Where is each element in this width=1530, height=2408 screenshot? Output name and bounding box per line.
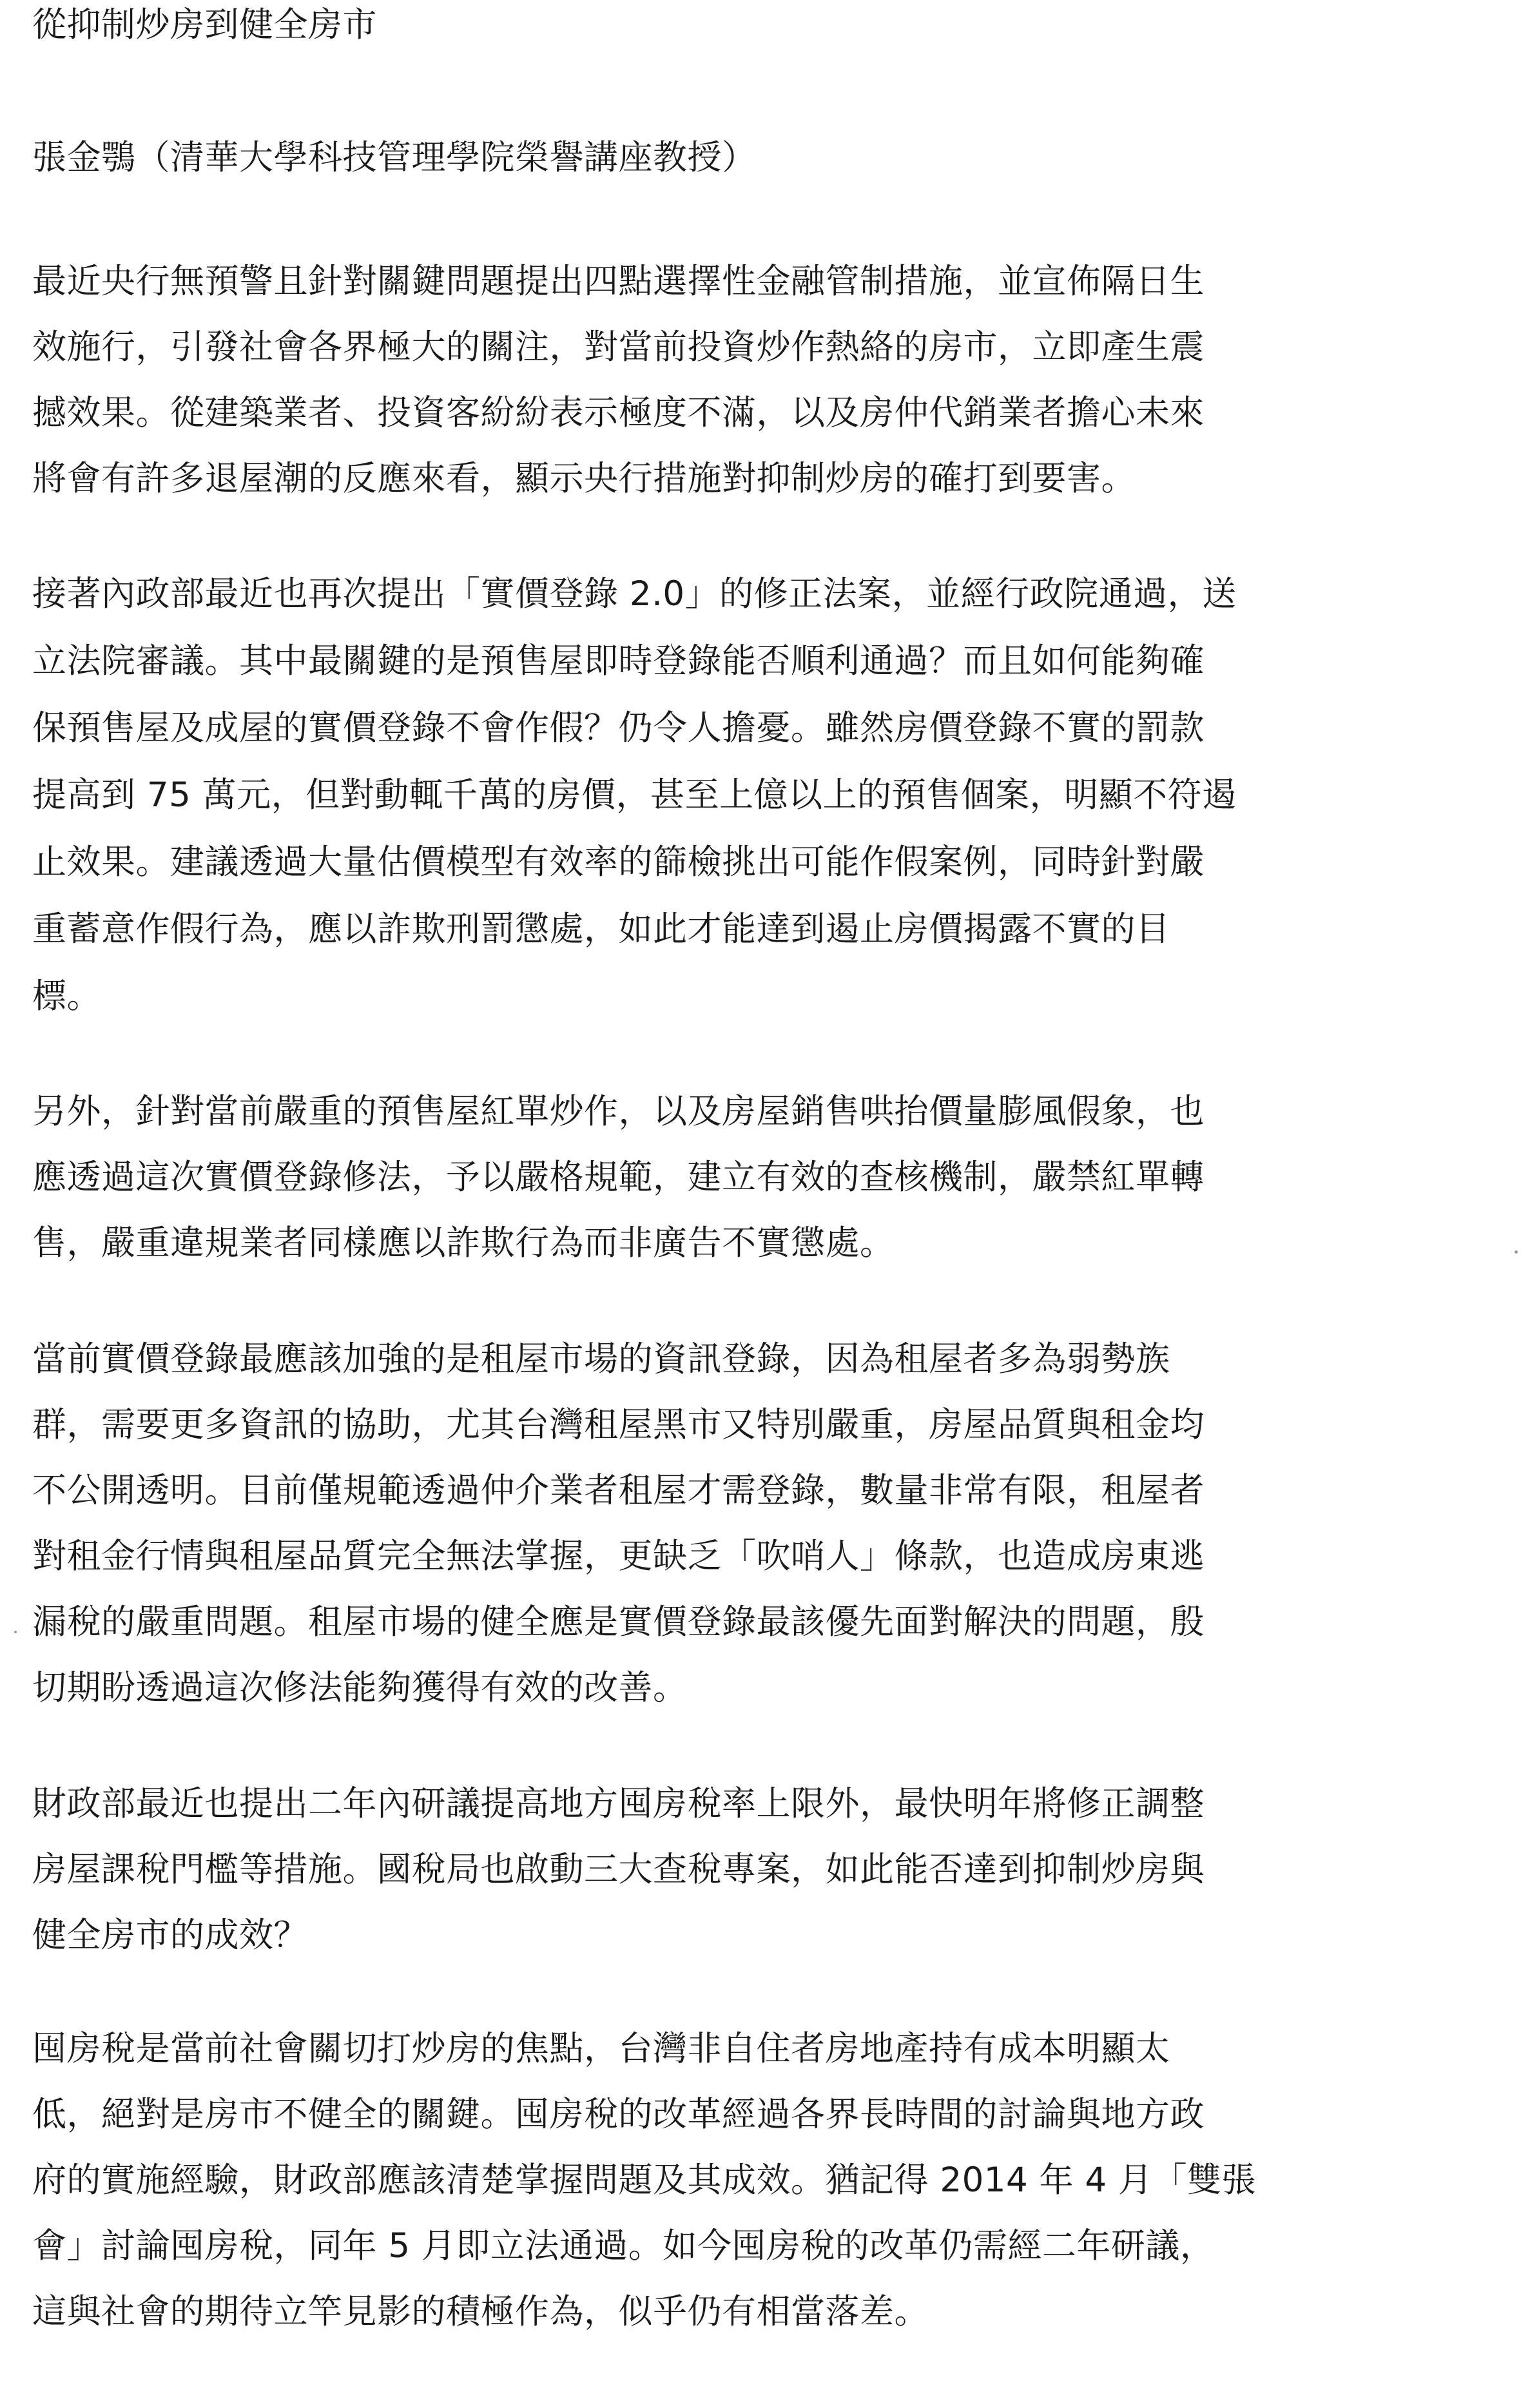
paragraph-1-line-2: 效施行，引發社會各界極大的關注，對當前投資炒作熱絡的房市，立即產生震 xyxy=(32,327,1205,367)
paragraph-2-line-1: 接著內政部最近也再次提出「實價登錄 2.0」的修正法案，並經行政院通過，送 xyxy=(32,574,1237,614)
paragraph-5-line-2: 房屋課稅門檻等措施。國稅局也啟動三大查稅專案，如此能否達到抑制炒房與 xyxy=(32,1850,1205,1889)
paragraph-3-line-1: 另外，針對當前嚴重的預售屋紅單炒作，以及房屋銷售哄抬價量膨風假象，也 xyxy=(32,1092,1205,1131)
paragraph-4-line-5: 漏稅的嚴重問題。租屋市場的健全應是實價登錄最該優先面對解決的問題，殷 xyxy=(32,1602,1205,1642)
paragraph-3-line-3: 售，嚴重違規業者同樣應以詐欺行為而非廣告不實懲處。 xyxy=(32,1223,895,1263)
paragraph-6-line-2: 低，絕對是房市不健全的關鍵。囤房稅的改革經過各界長時間的討論與地方政 xyxy=(32,2095,1205,2134)
paragraph-5-line-1: 財政部最近也提出二年內研議提高地方囤房稅率上限外，最快明年將修正調整 xyxy=(32,1784,1205,1823)
document-title: 從抑制炒房到健全房市 xyxy=(32,5,377,44)
paragraph-4-line-3: 不公開透明。目前僅規範透過仲介業者租屋才需登錄，數量非常有限，租屋者 xyxy=(32,1471,1205,1510)
paragraph-1-line-3: 撼效果。從建築業者、投資客紛紛表示極度不滿，以及房仲代銷業者擔心未來 xyxy=(32,393,1205,432)
paragraph-2-line-6: 重蓄意作假行為，應以詐欺刑罰懲處，如此才能達到遏止房價揭露不實的目 xyxy=(32,909,1170,949)
paragraph-2-line-7: 標。 xyxy=(32,976,101,1016)
paragraph-4-line-6: 切期盼透過這次修法能夠獲得有效的改善。 xyxy=(32,1668,688,1707)
paragraph-6-line-5: 這與社會的期待立竿見影的積極作為，似乎仍有相當落差。 xyxy=(32,2292,929,2331)
paragraph-6-line-1: 囤房稅是當前社會關切打炒房的焦點，台灣非自住者房地產持有成本明顯太 xyxy=(32,2029,1170,2068)
paragraph-6-line-3: 府的實施經驗，財政部應該清楚掌握問題及其成效。猶記得 2014 年 4 月「雙張 xyxy=(32,2160,1256,2200)
document-byline: 張金鶚（清華大學科技管理學院榮譽講座教授） xyxy=(32,138,757,177)
paragraph-2-line-5: 止效果。建議透過大量估價模型有效率的篩檢挑出可能作假案例，同時針對嚴 xyxy=(32,842,1205,882)
paragraph-2-line-4: 提高到 75 萬元，但對動輒千萬的房價，甚至上億以上的預售個案，明顯不符遏 xyxy=(32,775,1237,815)
paragraph-4-line-1: 當前實價登錄最應該加強的是租屋市場的資訊登錄，因為租屋者多為弱勢族 xyxy=(32,1339,1170,1379)
paragraph-5-line-3: 健全房市的成效？ xyxy=(32,1916,308,1955)
paragraph-6-line-4: 會」討論囤房稅，同年 5 月即立法通過。如今囤房稅的改革仍需經二年研議， xyxy=(32,2226,1215,2266)
paragraph-2-line-3: 保預售屋及成屋的實價登錄不會作假？仍令人擔憂。雖然房價登錄不實的罰款 xyxy=(32,708,1205,748)
paragraph-4-line-2: 群，需要更多資訊的協助，尤其台灣租屋黑市又特別嚴重，房屋品質與租金均 xyxy=(32,1405,1205,1444)
paragraph-4-line-4: 對租金行情與租屋品質完全無法掌握，更缺乏「吹哨人」條款，也造成房東逃 xyxy=(32,1537,1205,1576)
scan-speck xyxy=(1515,1250,1518,1254)
paragraph-1-line-4: 將會有許多退屋潮的反應來看，顯示央行措施對抑制炒房的確打到要害。 xyxy=(32,459,1136,498)
paragraph-2-line-2: 立法院審議。其中最關鍵的是預售屋即時登錄能否順利通過？而且如何能夠確 xyxy=(32,641,1205,681)
paragraph-1-line-1: 最近央行無預警且針對關鍵問題提出四點選擇性金融管制措施，並宣佈隔日生 xyxy=(32,262,1205,301)
scan-speck xyxy=(14,1631,17,1633)
paragraph-3-line-2: 應透過這次實價登錄修法，予以嚴格規範，建立有效的查核機制，嚴禁紅單轉 xyxy=(32,1158,1205,1197)
